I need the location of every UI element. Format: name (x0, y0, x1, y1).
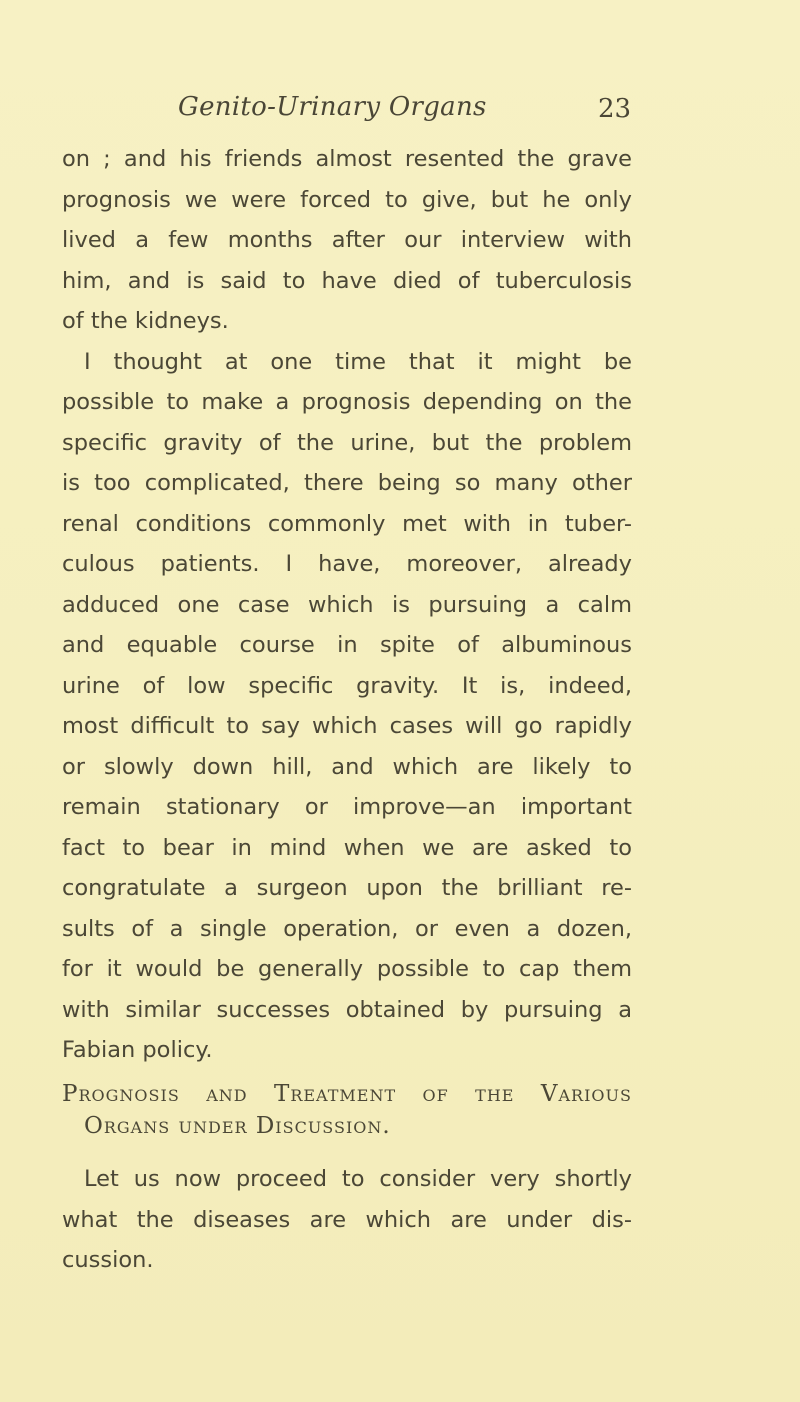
text-line: is too complicated, there being so many other (62, 470, 632, 496)
running-title: Genito-Urinary Organs (178, 92, 487, 122)
text-line: with similar successes obtained by pursuing a (62, 996, 632, 1023)
text-line: cussion. (62, 1247, 154, 1273)
text-line: on ; and his friends almost resented the grave (62, 146, 632, 172)
running-head (0, 92, 800, 132)
section-paragraph (62, 1159, 632, 1281)
text-line: sults of a single operation, or even a dozen, (62, 915, 632, 942)
text-line: lived a few months after our interview with (62, 227, 632, 253)
text-line: most difficult to say which cases will go rapidly (62, 713, 632, 739)
text-line: specific gravity of the urine, but the problem (62, 429, 632, 456)
text-line: urine of low specific gravity. It is, indeed, (62, 672, 632, 699)
section-heading (62, 1078, 632, 1142)
text-line: culous patients. I have, moreover, already (62, 551, 632, 577)
text-line: fact to bear in mind when we are asked to (62, 834, 632, 861)
text-line: prognosis we were forced to give, but he only (62, 186, 632, 213)
text-line: and equable course in spite of albuminous (62, 632, 632, 658)
text-line: or slowly down hill, and which are likely to (62, 753, 632, 780)
text-line: I thought at one time that it might be (84, 348, 632, 375)
text-line: what the diseases are which are under dis- (62, 1206, 632, 1233)
text-line: Fabian policy. (62, 1037, 213, 1063)
text-line: congratulate a surgeon upon the brilliant re- (62, 875, 632, 901)
section-heading-line: Prognosis and Treatment of the Various (62, 1081, 632, 1107)
section-heading-line: Organs under Discussion. (84, 1113, 391, 1139)
text-line: of the kidneys. (62, 308, 229, 334)
text-line: for it would be generally possible to cap them (62, 956, 632, 982)
text-line: Let us now proceed to consider very shortly (84, 1166, 632, 1192)
body-paragraphs (62, 139, 632, 1071)
text-line: remain stationary or improve—an important (62, 794, 632, 820)
page-number: 23 (598, 94, 632, 124)
text-line: him, and is said to have died of tuberculosis (62, 267, 632, 294)
text-line: renal conditions commonly met with in tuber- (62, 510, 632, 537)
text-line: adduced one case which is pursuing a calm (62, 591, 632, 618)
text-line: possible to make a prognosis depending on the (62, 389, 632, 415)
